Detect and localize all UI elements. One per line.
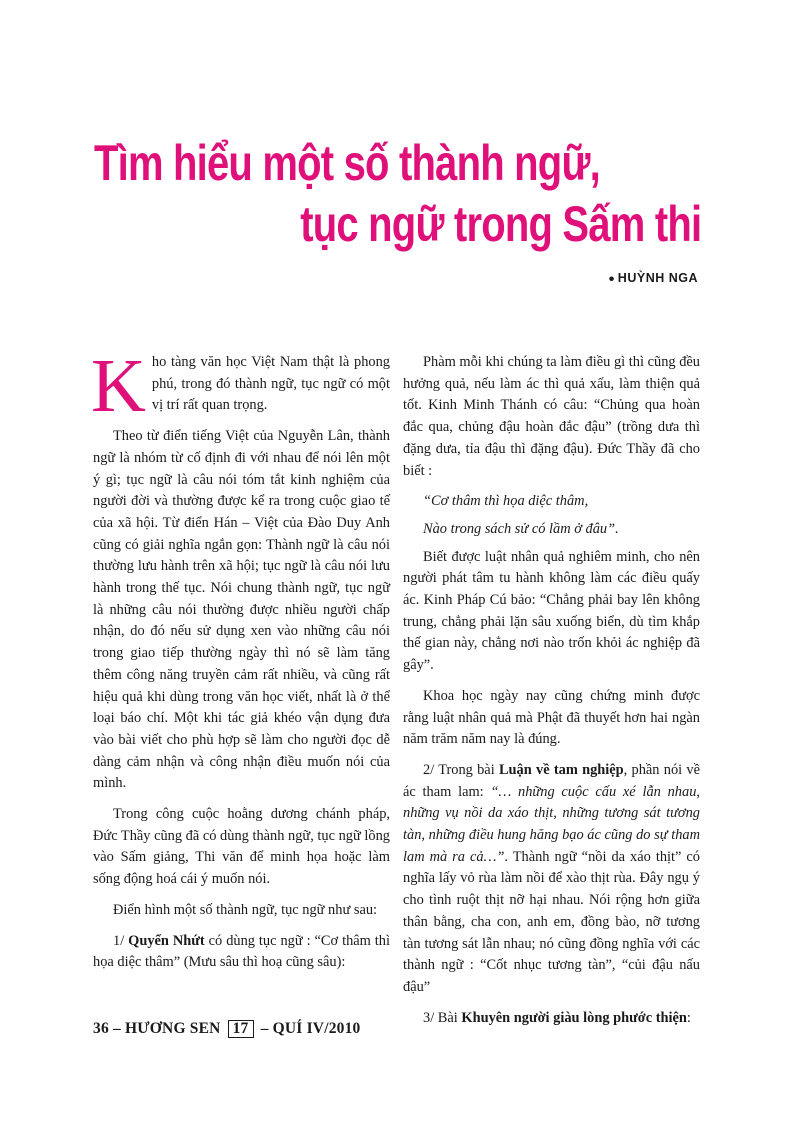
footer-quarter: – QUÍ IV/2010 [260,1020,361,1037]
page-footer [93,1020,361,1038]
paragraph-phap-cu: Biết được luật nhân quả nghiêm minh, cho nên người phát tâm tu hành không làm các điều quấy ác. Kinh Pháp Cú bảo: “Chẳng phải bay lên không trung, chẳng phải lặn sâu xuống biển, dù tìm khắp thế gian này, chẳng nơi nào trốn khỏi ác nghiệp đã gây”. [403,548,700,674]
paragraph-duc-thay: Trong công cuộc hoằng dương chánh pháp, Đức Thầy cũng đã có dùng thành ngữ, tục ngữ lồng vào Sấm giảng, Thi văn để minh họa hoặc làm sống động hoá cái ý muốn nói. [93,806,390,888]
example-1-title: Quyển Nhứt [128,932,205,949]
example-1-prefix: 1/ [113,932,129,949]
example-2-quote: “… những cuộc cấu xé lẫn nhau, những vụ nồi da xáo thịt, những tương sát tương tàn, những điều hung hăng bạo ác cũng do sự tham lam mà ra cả…” [403,783,700,865]
right-column [403,352,700,1038]
author-bullet: • [608,271,615,288]
title-line-1: Tìm hiểu một số thành ngữ, [94,135,600,191]
example-2-mid: , phần nói về ác tham lam: [403,761,700,800]
example-3-title: Khuyên người giàu lòng phước thiện [461,1009,687,1026]
intro-paragraph [91,344,390,428]
quote-line-2: Nào trong sách sử có lầm ở đâu”. [423,520,619,537]
paragraph-example-3 [403,1008,700,1030]
title-line-2: tục ngữ trong Sấm thi [299,196,701,252]
paragraph-example-2 [403,760,700,999]
example-3-prefix: 3/ Bài [423,1009,462,1026]
paragraph-examples-intro: Điển hình một số thành ngữ, tục ngữ như sau: [113,901,378,918]
example-2-prefix: 2/ Trong bài [423,761,499,778]
example-2-text: . Thành ngữ “nồi da xáo thịt” có nghĩa lấy vỏ rùa làm nồi để xào thịt rùa. Đây ngụ ý cho tình ruột thịt nỡ hại nhau. Nói rộng hơn giữa thân bằng, cha con, anh em, đồng bào, nỡ tương tàn tương sát lẫn nhau; nó cũng đồng nghĩa với các thành ngữ : “Cốt nhục tương tàn”, “củi đậu nấu đậu” [403,848,700,995]
left-column [91,344,390,983]
paragraph-karma: Phàm mỗi khi chúng ta làm điều gì thì cũng đều hưởng quả, nếu làm ác thì quả xấu, làm thiện quả tốt. Kinh Minh Thánh có câu: “Chủng qua hoàn đắc qua, chủng đậu hoàn đắc đậu” (trồng dưa thì đặng dưa, tỉa đậu thì đặng đậu). Đức Thầy đã cho biết : [403,354,700,479]
example-2-title: Luận về tam nghiệp [498,761,624,778]
author-byline [609,271,698,289]
paragraph-example-1 [93,931,390,974]
author-name: HUỲNH NGA [617,271,698,285]
intro-text: ho tàng văn học Việt Nam thật là phong phú, trong đó thành ngữ, tục ngữ có một vị trí rất quan trọng. [151,354,390,414]
example-3-text: : [686,1009,691,1026]
paragraph-science: Khoa học ngày nay cũng chứng minh được rằng luật nhân quả mà Phật đã thuyết hơn hai ngàn năm trăm năm nay là đúng. [403,687,700,748]
paragraph-definitions: Theo từ điển tiếng Việt của Nguyễn Lân, thành ngữ là nhóm từ cố định đi với nhau để nói lên một ý gì; tục ngữ là câu nói tóm tắt kinh nghiệm của người đời và thường được kể ra trong cuộc giao tế của xã hội. Từ điển Hán – Việt của Đào Duy Anh cũng có giải nghĩa ngắn gọn: Thành ngữ là câu nói thường lưu hành trên xã hội; tục ngữ là câu nói lưu hành trong thế tục. Nói chung thành ngữ, tục ngữ là những câu nói thường được nhiều người chấp nhận, do đó nếu sử dụng xen vào những câu nói trong giao tiếp thường ngày thì nó sẽ làm tăng thêm công năng truyền cảm rất nhiều, và cũng rất hiệu quả khi dùng trong văn học viết, nhất là ở thể loại báo chí. Một khi tác giả khéo vận dụng đưa vào bài viết cho phù hợp sẽ làm cho người đọc dễ dàng cảm nhận và công nhận điều muốn nói của mình. [93,428,390,792]
example-1-text: có dùng tục ngữ : “Cơ thâm thì họa diệc thâm” (Mưu sâu thì hoạ cũng sâu): [93,932,390,971]
drop-cap: K [91,344,146,428]
footer-page-magazine: 36 – HƯƠNG SEN [93,1020,221,1037]
quote-line-1: “Cơ thâm thì họa diệc thâm, [423,493,589,510]
footer-issue-number: 17 [228,1020,254,1038]
